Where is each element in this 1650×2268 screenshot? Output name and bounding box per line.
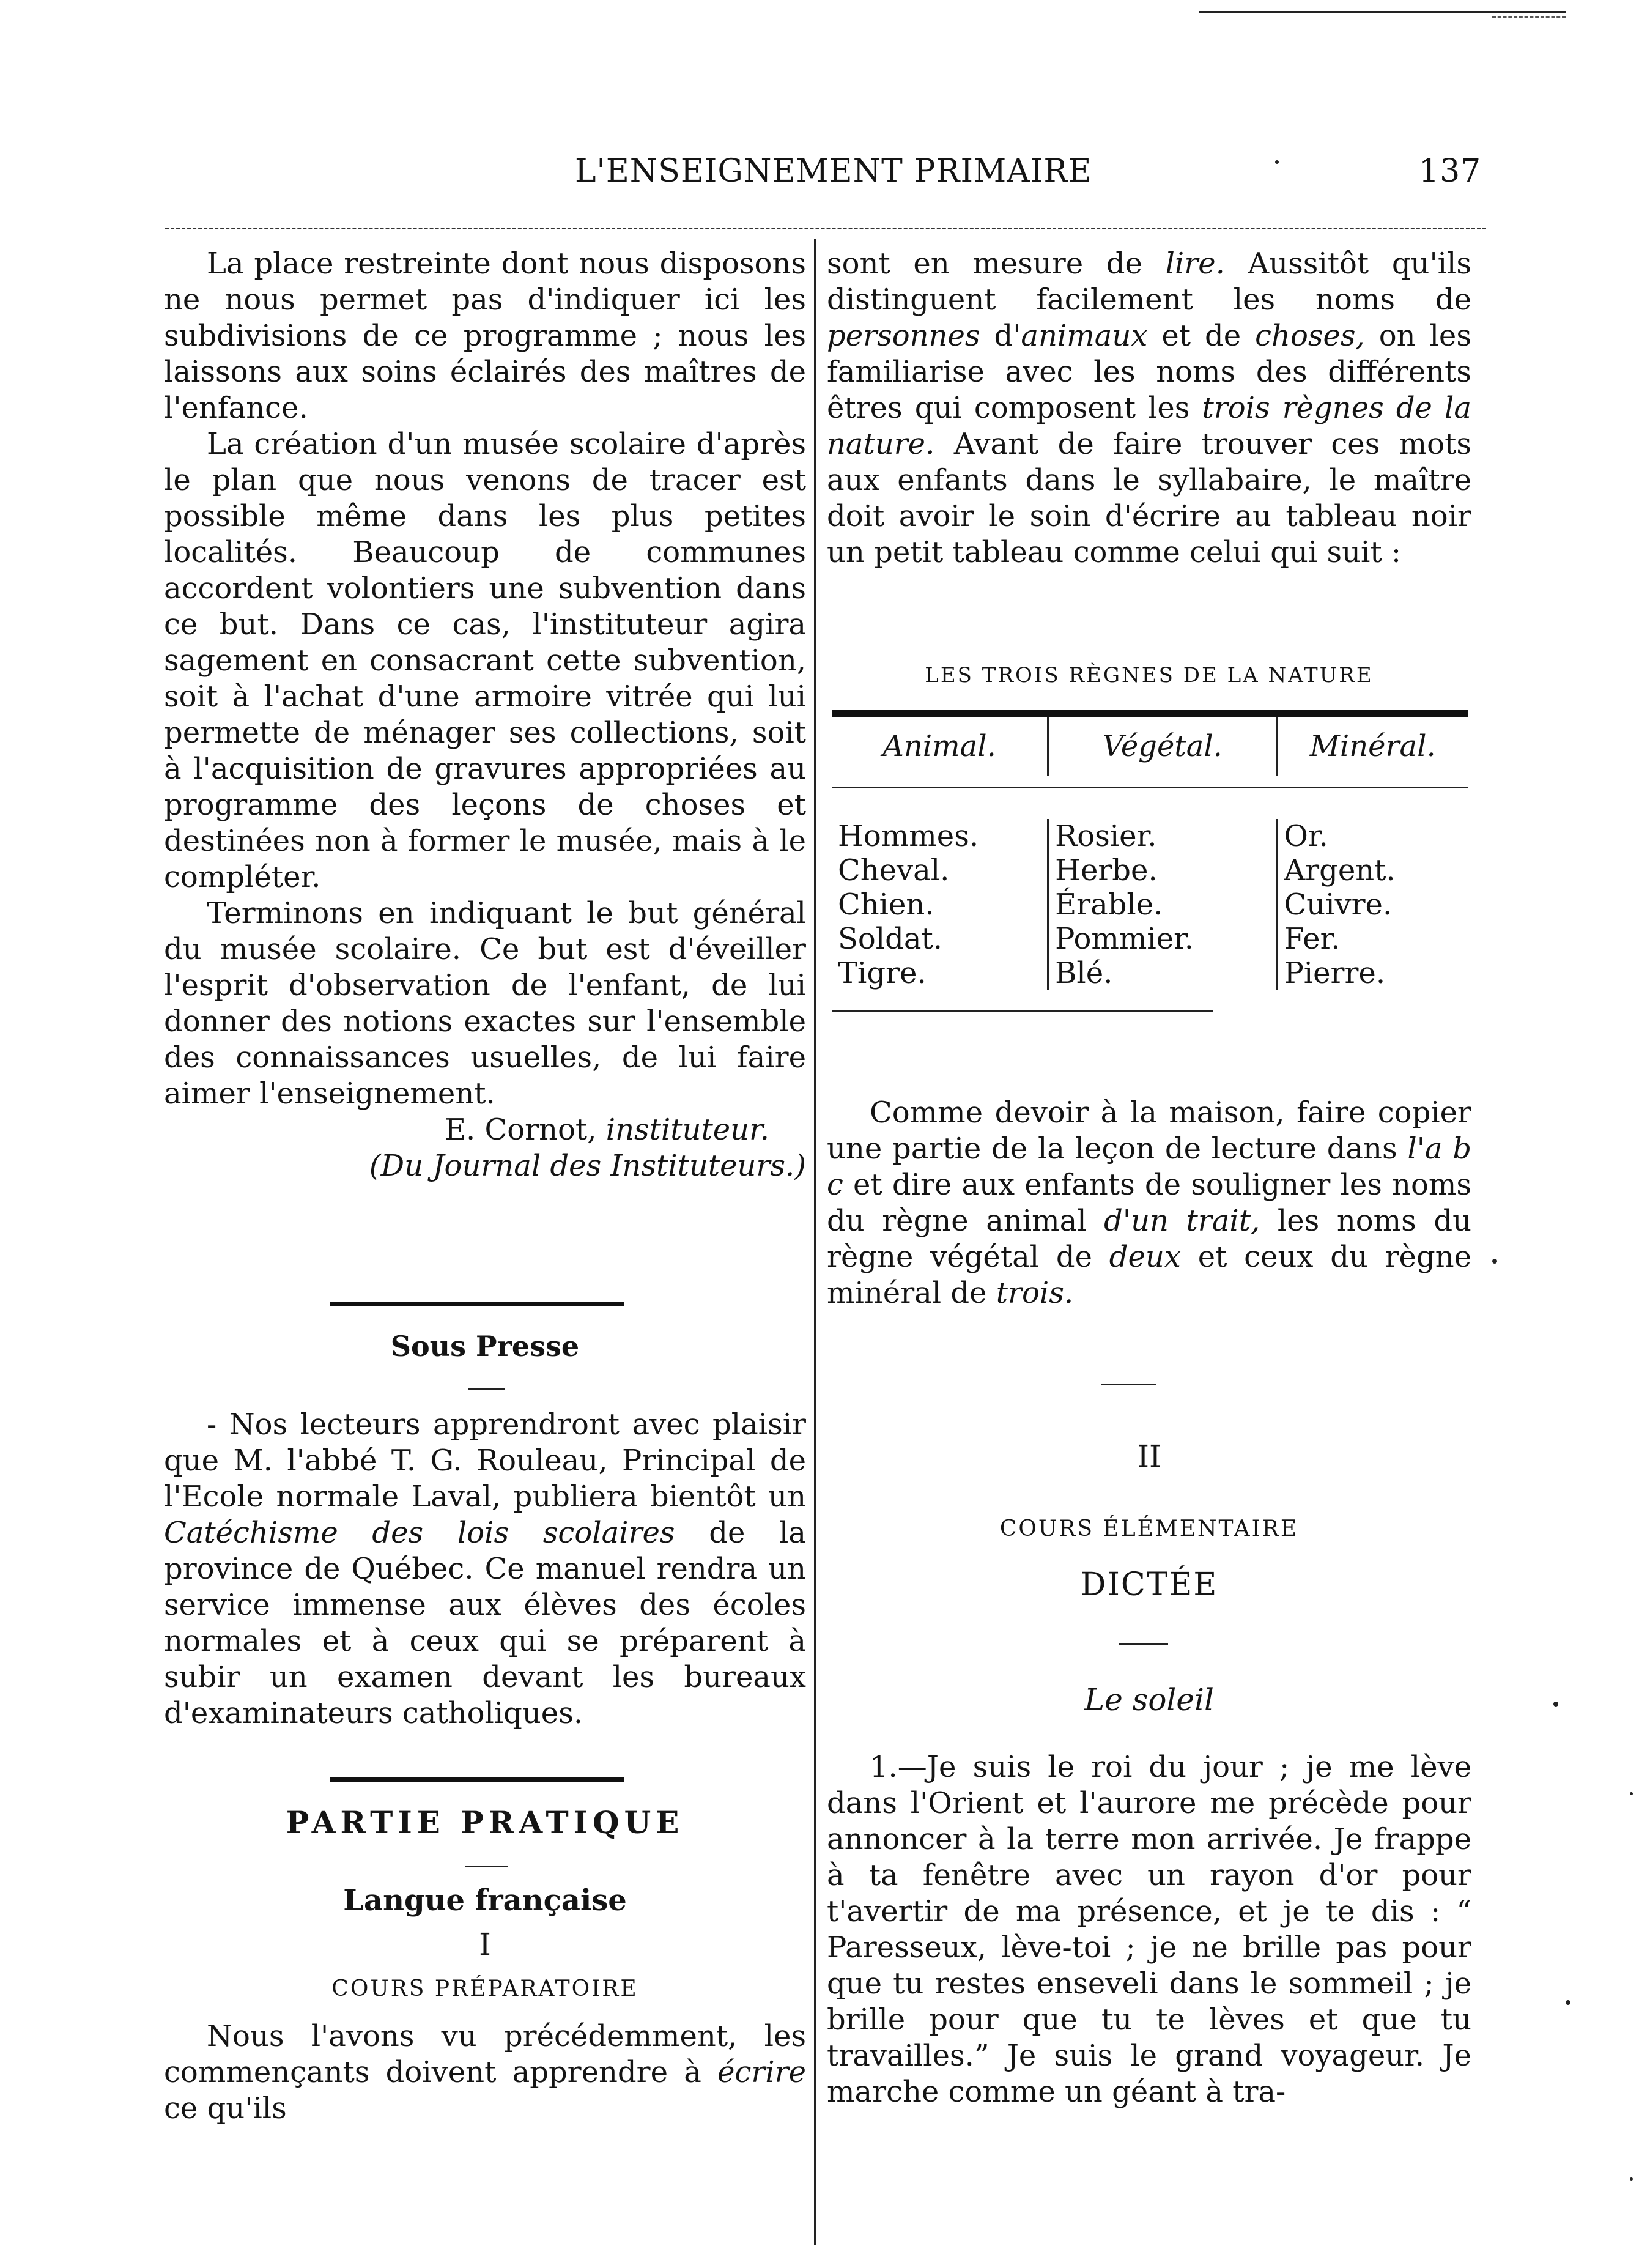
table-row (832, 888, 1468, 922)
left-paragraph-4 (164, 2018, 806, 2127)
left-p4-text-b: ce qu'ils (164, 2091, 287, 2125)
table-cell: Fer. (1284, 922, 1341, 956)
right-paragraph-2 (827, 1095, 1471, 1311)
page-number: 137 (1419, 153, 1482, 190)
table-header-row (832, 717, 1468, 776)
table-header-rule (832, 787, 1468, 788)
top-edge-rule-dashed (1492, 16, 1566, 18)
table-title: LES TROIS RÈGNES DE LA NATURE (925, 663, 1374, 687)
sous-presse-text-1: - Nos lecteurs apprendront avec plaisir que M. l'abbé T. G. Rouleau, Principal de l'Ecole normale Laval, publiera bientôt un (164, 1407, 806, 1514)
short-rule-2 (465, 1866, 508, 1867)
dictation-text: 1.—Je suis le roi du jour ; je me lève dans l'Orient et l'aurore me précède pour annoncer à la terre mon arrivée. Je frappe à ta fenêtre avec un rayon d'or pour t'avertir de ma présence, et je te dis : “ Paresseux, lève-toi ; je ne brille pas pour que tu restes enseveli dans le sommeil ; je brille pour que tu te lèves et que tu travailles.” Je suis le grand voyageur. Je marche comme un géant à tra- (827, 1750, 1471, 2109)
scan-speck (1553, 1702, 1558, 1707)
dictee-heading: DICTÉE (1080, 1566, 1218, 1603)
left-paragraph-1: La place restreinte dont nous disposons ne nous permet pas d'indiquer ici les subdivisions de ce programme ; nous les laissons aux soins éclairés des maîtres de l'enfance. (164, 246, 806, 425)
scan-speck (1630, 2177, 1633, 2181)
le-soleil-heading: Le soleil (1084, 1682, 1214, 1718)
table-header-mineral: Minéral. (1309, 729, 1436, 763)
table-top-rule (832, 710, 1468, 717)
signature-role: instituteur. (605, 1113, 769, 1147)
left-p4-ecrire: écrire (717, 2055, 806, 2089)
right-p2-untrait: d'un trait, (1104, 1204, 1260, 1238)
left-paragraph-3: Terminons en indiquant le but général du musée scolaire. Ce but est d'éveiller l'esprit d'observation de l'enfant, de lui donner des notions exactes sur l'ensemble des connaissances usuelles, de lui faire aimer l'enseignement. (164, 896, 806, 1111)
table-cell: Pommier. (1048, 922, 1277, 956)
short-rule-4 (1119, 1643, 1168, 1645)
right-p1-a: sont en mesure de (827, 246, 1142, 281)
right-p2-deux: deux (1109, 1240, 1181, 1274)
table-bottom-rule (832, 1010, 1213, 1012)
sous-presse-block (164, 1407, 806, 1732)
nature-table-wrapper (832, 710, 1468, 1012)
running-title: L'ENSEIGNEMENT PRIMAIRE (575, 153, 1092, 190)
sous-presse-text-2: de la province de Québec. Ce manuel rendra un service immense aux élèves des écoles normales et à ceux qui se préparent à subir un examen devant les bureaux d'examinateurs catholiques. (164, 1516, 807, 1730)
right-p1-choses: choses, (1255, 319, 1365, 353)
table-cell: Pierre. (1284, 956, 1386, 990)
table-cell: Cuivre. (1284, 888, 1393, 922)
nature-table (832, 717, 1468, 1012)
langue-francaise-heading: Langue française (343, 1883, 627, 1918)
cours-preparatoire-heading: COURS PRÉPARATOIRE (331, 1976, 638, 2001)
short-rule-3 (1101, 1384, 1156, 1385)
table-cell: Tigre. (832, 956, 1048, 990)
top-edge-rule (1199, 11, 1566, 13)
right-p2-d: et ceux du règne minéral de (827, 1240, 1472, 1310)
right-paragraph-1 (827, 246, 1471, 571)
cours-elementaire-heading: COURS ÉLÉMENTAIRE (999, 1516, 1299, 1541)
column-divider (814, 239, 816, 2245)
sous-presse-title: Catéchisme des lois scolaires (164, 1516, 675, 1550)
table-header-vegetal: Végétal. (1048, 717, 1277, 776)
table-cell: Soldat. (832, 922, 1048, 956)
left-column (164, 246, 806, 1184)
right-p1-c: d' (994, 319, 1021, 353)
right-p2-c: les noms du règne végétal de (827, 1204, 1472, 1274)
right-p1-b: Aussitôt qu'ils distinguent facilement les noms de (827, 246, 1471, 317)
right-p1-f: Avant de faire trouver ces mots aux enfants dans le syllabaire, le maître doit avoir le soin d'écrire au tableau noir un petit tableau comme celui qui suit : (827, 427, 1472, 569)
right-p2-trois: trois. (996, 1276, 1074, 1310)
table-row (832, 853, 1468, 888)
table-cell: Or. (1284, 819, 1328, 853)
left-paragraph-2: La création d'un musée scolaire d'après le plan que nous venons de tracer est possible même dans les plus petites localités. Beaucoup de communes accordent volontiers une subvention dans ce but. Dans ce cas, l'instituteur agira sagement en consacrant cette subvention, soit à l'achat d'une armoire vitrée qui lui permette de ménager ses collections, soit à l'acquisition de gravures appropriées au programme des leçons de choses et destinées non à former le musée, mais à le compléter. (164, 427, 806, 894)
right-p2-a: Comme devoir à la maison, faire copier une partie de la leçon de lecture dans (827, 1095, 1471, 1166)
scan-speck (1630, 1792, 1633, 1795)
ornament-rule-2 (330, 1777, 624, 1782)
table-row (832, 819, 1468, 853)
partie-pratique-heading: PARTIE PRATIQUE (286, 1804, 684, 1840)
scan-speck (1566, 2000, 1570, 2005)
section-number-two: II (1137, 1439, 1161, 1474)
right-p1-d: et de (1161, 319, 1241, 353)
table-cell: Argent. (1284, 853, 1396, 888)
table-row (832, 922, 1468, 956)
right-p1-lire: lire. (1165, 246, 1225, 281)
table-cell: Cheval. (832, 853, 1048, 888)
right-p1-regnes: trois règnes de la nature. (827, 391, 1471, 461)
signature-name: E. Cornot, (444, 1113, 597, 1147)
table-cell: Blé. (1048, 956, 1277, 990)
sous-presse-heading: Sous Presse (390, 1330, 580, 1363)
header-dot (1275, 160, 1279, 164)
ornament-rule-1 (330, 1302, 624, 1306)
table-header-animal: Animal. (832, 717, 1048, 776)
table-cell: Rosier. (1048, 819, 1277, 853)
table-cell: Herbe. (1048, 853, 1277, 888)
left-p4-text-a: Nous l'avons vu précédemment, les commençants doivent apprendre à (164, 2019, 806, 2089)
right-p1-animaux: animaux (1021, 319, 1148, 353)
right-p1-e: on les familiarise avec les noms des différents êtres qui composent les (827, 319, 1471, 425)
signature-source: (Du Journal des Instituteurs.) (369, 1149, 806, 1183)
signature-line (164, 1112, 806, 1148)
section-number-one: I (479, 1927, 491, 1962)
header-rule (165, 228, 1486, 229)
short-rule-1 (468, 1388, 505, 1390)
table-cell: Chien. (832, 888, 1048, 922)
right-p2-abc: l'a b c (827, 1132, 1471, 1202)
scan-speck (1492, 1259, 1497, 1264)
table-cell: Érable. (1048, 888, 1277, 922)
right-p1-personnes: personnes (827, 319, 980, 353)
right-p2-b: et dire aux enfants de souligner les noms du règne animal (827, 1168, 1471, 1238)
table-cell: Hommes. (832, 819, 1048, 853)
right-paragraph-3 (827, 1749, 1471, 2110)
table-row (832, 956, 1468, 990)
